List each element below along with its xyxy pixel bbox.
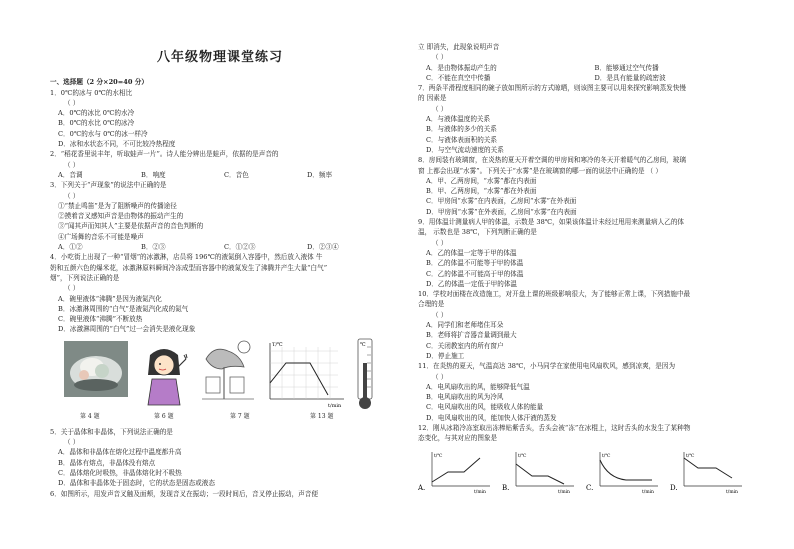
q11-paren: （ ） (432, 372, 448, 381)
q12-letter-b: B. (502, 483, 510, 492)
question-4 (50, 252, 390, 334)
q9-stem-2: 温， 示数也是 38℃，下列判断正确的是 (418, 228, 537, 237)
q8-stem-1: 8．房间装有玻璃窗，在炎热的夏天开着空调的甲房间和寒冷的冬天开着暖气的乙房间，玻璃 (418, 156, 686, 165)
question-11 (418, 361, 763, 423)
left-column (50, 0, 390, 499)
q7-opt-a: A．与液体温度的关系 (426, 115, 491, 124)
q3-item-2: ②摸着音叉感知声音是由物体的振动产生的 (58, 212, 184, 221)
therm-label: ℃ (360, 341, 366, 348)
q7-stem-1: 7．两条平滑程度相同的碗子放如图所示的方式晾晒，则该图主要可以用来探究影响蒸发快慢 (418, 84, 686, 93)
q12-graph-c (586, 448, 662, 494)
question-2 (50, 149, 390, 180)
q7-paren: （ ） (432, 104, 448, 113)
q4-stem-2: 奶和五颜六色的爆米花，冰激淋原料瞬间冷冻成型而容器中的液氮发生了沸腾并产生大量“白气” (50, 263, 328, 272)
q12-b-t-label: t/℃ (518, 453, 527, 459)
q2-opt-d: D．频率 (307, 170, 333, 179)
q6-options-row1 (418, 63, 763, 73)
q11-opt-b: B．电风扇吹出的风为冷风 (426, 393, 504, 402)
q12-graphs (418, 448, 763, 494)
caption-fig-4: 第 4 题 (80, 413, 100, 421)
q10-opt-b: B．老师将扩音器音量调到最大 (426, 331, 517, 340)
question-3 (50, 180, 390, 252)
question-6 (50, 489, 390, 499)
q7-opt-c: C．与液体表面积的关系 (426, 135, 497, 144)
q12-d-t-label: t/℃ (686, 453, 695, 459)
q12-letter-d: D. (670, 483, 678, 492)
q10-opt-c: C．关闭教室内的所有窗户 (426, 341, 504, 350)
q9-opt-c: C．乙的体温不可能高于甲的体温 (426, 269, 524, 278)
q2-options (50, 170, 390, 180)
q6-options-row2 (418, 73, 763, 83)
q8-opt-a: A．甲、乙两房间，“水雾”都在内表面 (426, 176, 537, 185)
q12-d-min-label: t/min (726, 489, 738, 494)
q11-opt-d: D．电风扇吹出的风，能加快人体汗液的蒸发 (426, 413, 557, 422)
q3-item-1: ①“禁止鸣笛”是为了阻断噪声的传播途径 (58, 201, 177, 210)
section-heading: 一、选择题（2 分×20=40 分） (50, 78, 148, 87)
q3-stem: 3．下列关于“声现象”的说法中正确的是 (50, 181, 167, 190)
q3-opt-b: B．②③ (141, 243, 166, 252)
q6-opt-d: D．是具有能量的疏密波 (594, 73, 666, 82)
q7-opt-b: B．与液体的多少的关系 (426, 125, 497, 134)
figures-row (50, 335, 390, 427)
q8-stem-2: 窗 上都会出现“水雾”。下列关于“水雾”是在玻璃窗的哪一面的说法中正确的是 （ ） (418, 166, 662, 175)
q1-paren: （ ） (64, 98, 80, 107)
q10-opt-a: A．同学们和老师堵住耳朵 (426, 321, 504, 330)
q5-paren: （ ） (64, 438, 80, 447)
page-title: 八年级物理课堂练习 (156, 50, 283, 65)
question-7 (418, 83, 763, 155)
q3-item-3: ③“闻其声而知其人”主要是依据声音的音色判断的 (58, 222, 204, 231)
q2-paren: （ ） (64, 160, 80, 169)
q12-a-t-label: t/℃ (434, 453, 443, 459)
q6-cont: 立 即消失，此现象说明声音 (418, 43, 500, 51)
question-1 (50, 88, 390, 150)
q3-opt-d: D．②③④ (307, 243, 339, 252)
q11-stem-1: 11．在炎热的夏天，气温高达 38℃，小马同学在家使用电风扇吹风，感到凉爽，是因为 (418, 362, 676, 371)
q9-opt-a: A．乙的体温一定等于甲的体温 (426, 248, 517, 257)
thermometer-figure (350, 337, 380, 413)
q12-c-min-label: t/min (642, 489, 654, 494)
q7-opt-d: D．与空气流动速度的关系 (426, 145, 504, 154)
q6-stem: 6．如图所示，用发声音叉触及面颊，发现音叉在振动；一段时间后，音叉停止振动，声音便 (50, 489, 318, 498)
q1-opt-a: A．0℃的冰比 0℃的水冷 (58, 109, 135, 118)
q9-opt-d: D．乙的体温一定低于甲的体温 (426, 279, 518, 288)
q1-opt-c: C．0℃的水与 0℃的冰一样冷 (58, 129, 148, 138)
girl-tuning-fork-figure (140, 345, 188, 411)
q5-opt-b: B．晶体有熔点，非晶体没有熔点 (58, 458, 156, 467)
q1-opt-b: B．0℃的水比 0℃的冰冷 (58, 119, 135, 128)
q12-graph-d (670, 448, 746, 494)
q10-opt-d: D．停止施工 (426, 351, 465, 360)
q12-letter-a: A. (418, 483, 426, 492)
q4-opt-d: D．冰激淋周围的“白气”过一会消失是液化现象 (58, 325, 196, 334)
q4-opt-c: C．碗里液体“沸腾”不断放热 (58, 315, 143, 324)
q6-opt-a: A．是由物体振动产生的 (426, 63, 497, 72)
q9-stem-1: 9．用体温计测量病人甲的体温，示数是 38℃，如果该体温计未经过甩用来测量病人乙的体 (418, 218, 685, 227)
q10-stem-1: 10．学校对面楼在改造施工，对开盘上课的班级影响很大，为了能够正常上课，下列措施中最 (418, 290, 691, 299)
q4-paren: （ ） (64, 284, 80, 293)
q6-paren: （ ） (432, 53, 448, 62)
q5-opt-a: A．晶体和非晶体在熔化过程中温度都升高 (58, 448, 182, 457)
q5-opt-c: C．晶体熔化时吸热，非晶体熔化时不吸热 (58, 468, 182, 477)
q8-opt-d: D．甲房间“水雾”在外表面，乙房间“水雾”在内表面 (426, 207, 577, 216)
q10-paren: （ ） (432, 310, 448, 319)
q4-stem-1: 4．小吃街上出现了一种“冒烟”的冰激淋，店员将 196℃的液氮倒入容器中，然后放入液体 牛 (50, 253, 323, 262)
q12-a-min-label: t/min (474, 489, 486, 494)
q7-stem-2: 的 因素是 (418, 94, 447, 103)
question-6-cont (418, 42, 763, 83)
q6-opt-c: C．不能在真空中传播 (426, 73, 491, 82)
q12-stem-1: 12．刚从冰箱冷冻室取出冻棒贴紫舌头，舌头会被“冻”在冰棍上，这时舌头的水发生了某种物 (418, 423, 691, 432)
q5-stem: 5．关于晶体和非晶体，下列说法正确的是 (50, 427, 173, 436)
q9-opt-b: B．乙的体温不可能等于甲的体温 (426, 259, 524, 268)
q3-options (50, 242, 390, 252)
q3-item-4: ④广场舞的音乐不可能是噪声 (58, 232, 144, 241)
caption-fig-13: 第 13 题 (310, 413, 334, 421)
question-5 (50, 427, 390, 489)
q12-b-min-label: t/min (558, 489, 570, 494)
q12-stem-2: 态变化，与其对应的图象是 (418, 434, 498, 443)
q2-opt-b: B．响度 (141, 170, 166, 179)
q12-letter-c: C. (586, 483, 594, 492)
q3-opt-a: A．①② (58, 243, 83, 252)
q2-opt-a: A．音调 (58, 170, 83, 179)
q2-stem: 2．“稻花香里说丰年，听取蛙声一片”。诗人能分辨出是蛙声，依据的是声音的 (50, 150, 279, 159)
q12-c-t-label: t/℃ (602, 453, 611, 459)
q12-graph-a (418, 448, 494, 494)
q12-graph-b (502, 448, 578, 494)
q2-opt-c: C．音色 (224, 170, 249, 179)
question-8 (418, 155, 763, 217)
q11-opt-c: C．电风扇吹出的风，能吸收人体的能量 (426, 403, 544, 412)
question-10 (418, 289, 763, 361)
graph-min-label: t/min (328, 402, 342, 409)
graph-t-label: T/℃ (272, 341, 283, 348)
q6-opt-b: B．能够通过空气传播 (594, 63, 659, 72)
question-9 (418, 217, 763, 289)
right-column (418, 42, 763, 494)
q9-paren: （ ） (432, 238, 448, 247)
q10-stem-2: 合理的是 (418, 300, 445, 309)
q3-opt-c: C．①②③ (224, 243, 256, 252)
caption-fig-6: 第 6 题 (154, 413, 174, 421)
q4-stem-3: 烟”，下列说法正确的是 (50, 273, 120, 282)
drying-bowls-figure (200, 337, 256, 407)
q8-opt-b: B．甲、乙两房间，“水雾”都在外表面 (426, 187, 537, 196)
q11-opt-a: A．电风扇吹出的风，能够降低气温 (426, 382, 530, 391)
q3-paren: （ ） (64, 191, 80, 200)
question-12 (418, 423, 763, 494)
ice-cream-bowl-figure (64, 341, 128, 397)
q4-opt-a: A．碗里液体“沸腾”是因为液氮汽化 (58, 294, 162, 303)
temperature-graph-figure (258, 339, 348, 411)
caption-fig-7: 第 7 题 (230, 413, 250, 421)
q1-stem: 1．0℃的冰与 0℃的水相比 (50, 88, 133, 97)
q1-opt-d: D．冰和水状态不同，不可比较冷热程度 (58, 140, 176, 149)
q4-opt-b: B．冰激淋周围的“白气”是液氮汽化成的氮气 (58, 304, 189, 313)
q5-opt-d: D．晶体和非晶体处于固态时，它的状态是固态或液态 (58, 479, 215, 488)
q8-opt-c: C．甲房间“水雾”在内表面，乙房间“水雾”在外表面 (426, 197, 577, 206)
